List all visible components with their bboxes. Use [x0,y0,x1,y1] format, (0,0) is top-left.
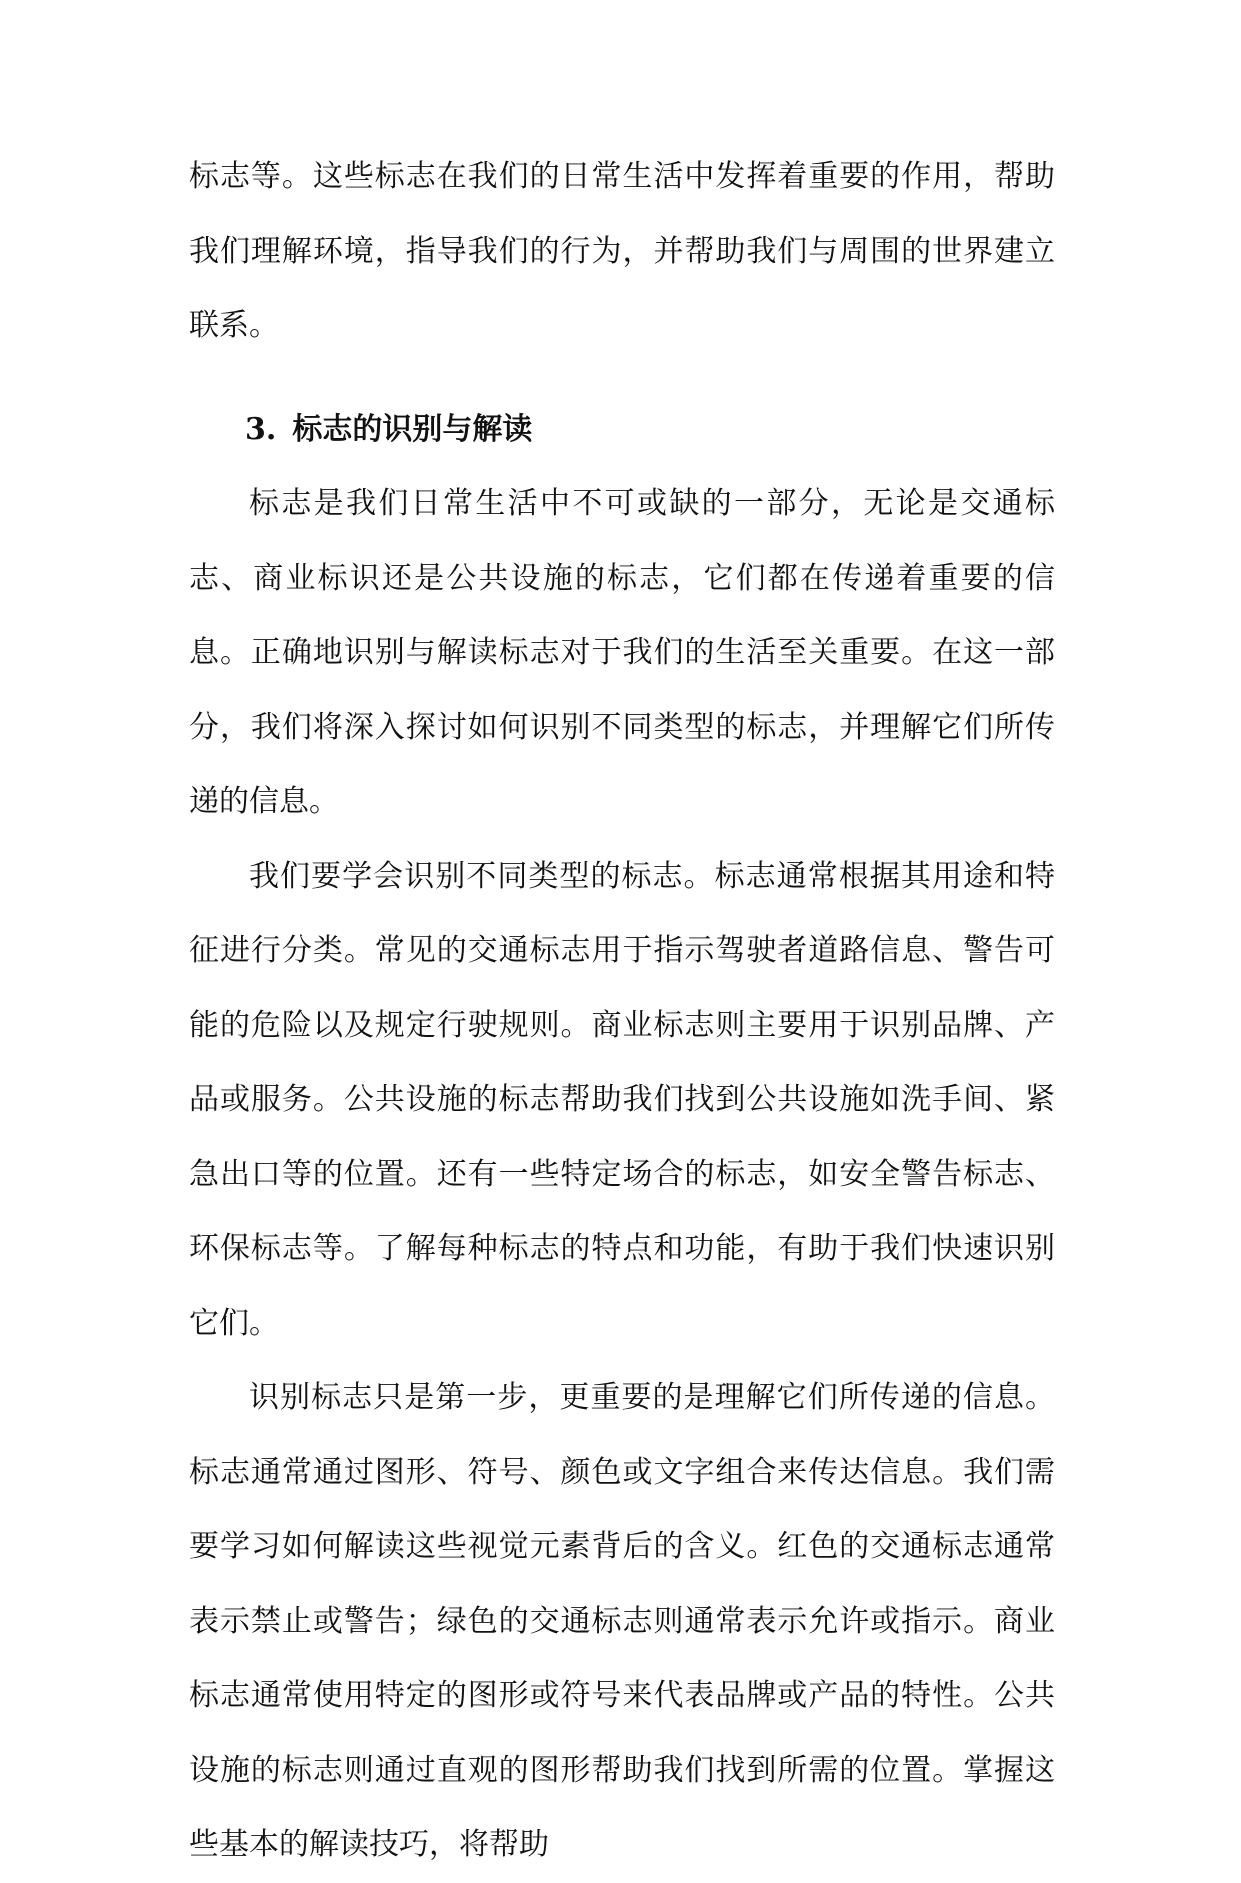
body-paragraph-1: 标志是我们日常生活中不可或缺的一部分，无论是交通标志、商业标识还是公共设施的标志，它们都在传递着重要的信息。正确地识别与解读标志对于我们的生活至关重要。在这一部分，我们将深入探讨如何识别不同类型的标志，并理解它们所传递的信息。 [189,486,1055,819]
section-number: 3. [245,411,277,447]
section-heading [189,393,1055,468]
document-page [189,140,1055,1883]
body-paragraph-2: 我们要学会识别不同类型的标志。标志通常根据其用途和特征进行分类。常见的交通标志用于指示驾驶者道路信息、警告可能的危险以及规定行驶规则。商业标志则主要用于识别品牌、产品或服务。公共设施的标志帮助我们找到公共设施如洗手间、紧急出口等的位置。还有一些特定场合的标志，如安全警告标志、环保标志等。了解每种标志的特点和功能，有助于我们快速识别它们。 [189,858,1055,1341]
section-title: 标志的识别与解读 [292,411,533,447]
body-paragraph-3: 识别标志只是第一步，更重要的是理解它们所传递的信息。标志通常通过图形、符号、颜色或文字组合来传达信息。我们需要学习如何解读这些视觉元素背后的含义。红色的交通标志通常表示禁止或警告；绿色的交通标志则通常表示允许或指示。商业标志通常使用特定的图形或符号来代表品牌或产品的特性。公共设施的标志则通过直观的图形帮助我们找到所需的位置。掌握这些基本的解读技巧，将帮助 [189,1380,1055,1862]
intro-paragraph: 标志等。这些标志在我们的日常生活中发挥着重要的作用，帮助我们理解环境，指导我们的行为，并帮助我们与周围的世界建立联系。 [189,159,1055,343]
